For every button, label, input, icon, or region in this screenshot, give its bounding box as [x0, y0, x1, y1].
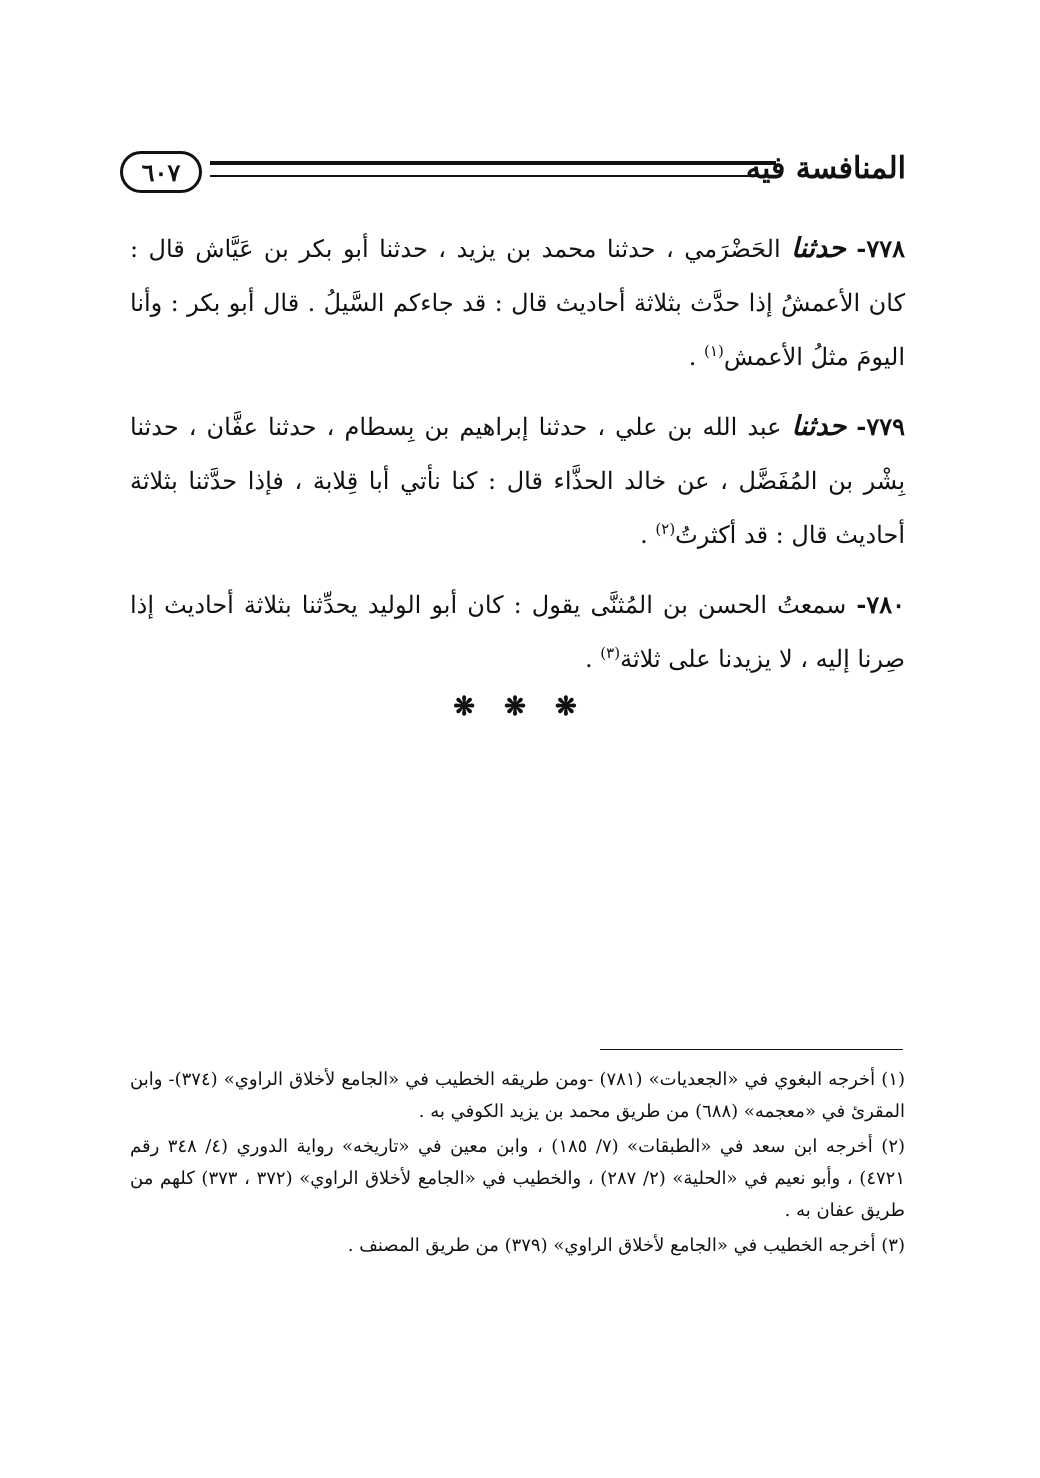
entry-tail: . — [688, 343, 705, 371]
footnotes — [130, 1064, 905, 1265]
entry-lead-word: حدثنا — [791, 233, 846, 264]
footnote-reference[interactable]: (١) — [704, 342, 724, 360]
footnote-text: أخرجه البغوي في «الجعديات» (٧٨١) -ومن طريقه الخطيب في «الجامع لأخلاق الراوي» (٣٧٤)- وابن المقرئ في «معجمه» (٦٨٨) من طريق محمد بن يزيد الكوفي به . — [130, 1069, 905, 1122]
entry-text: عبد الله بن علي ، حدثنا إبراهيم بن بِسطام ، حدثنا عفَّان ، حدثنا بِشْر بن المُفَضَّل ، عن خالد الحذَّاء قال : كنا نأتي أبا قِلابة ، فإذا حدَّثنا بثلاثة أحاديث قال : قد أكثرتُ — [130, 413, 905, 549]
entry-number: ٧٨٠- — [856, 590, 905, 619]
entry-tail: . — [585, 645, 601, 673]
page-header — [120, 143, 906, 201]
footnote — [130, 1064, 905, 1128]
entry-tail: . — [640, 521, 656, 549]
hadith-entry — [130, 578, 905, 686]
entry-number: ٧٧٩- — [856, 412, 906, 441]
entry-lead-word: حدثنا — [791, 411, 847, 442]
footnote-text: أخرجه ابن سعد في «الطبقات» (٧/ ١٨٥) ، وابن معين في «تاريخه» رواية الدوري (٤/ ٣٤٨ رقم ٤٧٢١) ، وأبو نعيم في «الحلية» (٢/ ٢٨٧) ، والخطيب في «الجامع لأخلاق الراوي» (٣٧٢ ، ٣٧٣) كلهم من طريق عفان به . — [130, 1136, 905, 1221]
hadith-entry — [130, 222, 905, 384]
footnote-reference[interactable]: (٢) — [655, 520, 676, 538]
entry-text: سمعتُ الحسن بن المُثنَّى يقول : كان أبو الوليد يحدِّثنا بثلاثة أحاديث إذا صِرنا إليه ، لا يزيدنا على ثلاثة — [130, 591, 905, 673]
running-title: المنافسة فيه — [745, 151, 906, 186]
hadith-entry — [130, 400, 905, 562]
header-rule — [210, 161, 776, 177]
footnote-label: (١) — [881, 1069, 905, 1090]
footnote — [130, 1131, 905, 1227]
footnote-label: (٣) — [881, 1235, 905, 1256]
entry-text: الحَضْرَمي ، حدثنا محمد بن يزيد ، حدثنا أبو بكر بن عَيَّاش قال : كان الأعمشُ إذا حدَّث بثلاثة أحاديث قال : قد جاءكم السَّيلُ . قال أبو بكر : وأنا اليومَ مثلُ الأعمش — [130, 235, 905, 371]
footnote-reference[interactable]: (٣) — [600, 644, 621, 662]
footnote-text: أخرجه الخطيب في «الجامع لأخلاق الراوي» (٣٧٩) من طريق المصنف . — [347, 1235, 876, 1256]
section-divider: ❋ ❋ ❋ — [453, 692, 587, 722]
footnote-separator — [600, 1049, 903, 1050]
entry-number: ٧٧٨- — [856, 234, 905, 263]
page-number-badge — [120, 151, 202, 193]
main-text — [130, 222, 905, 702]
footnote-label: (٢) — [881, 1136, 906, 1157]
page-number: ٦٠٧ — [141, 157, 181, 187]
footnote — [130, 1230, 905, 1262]
